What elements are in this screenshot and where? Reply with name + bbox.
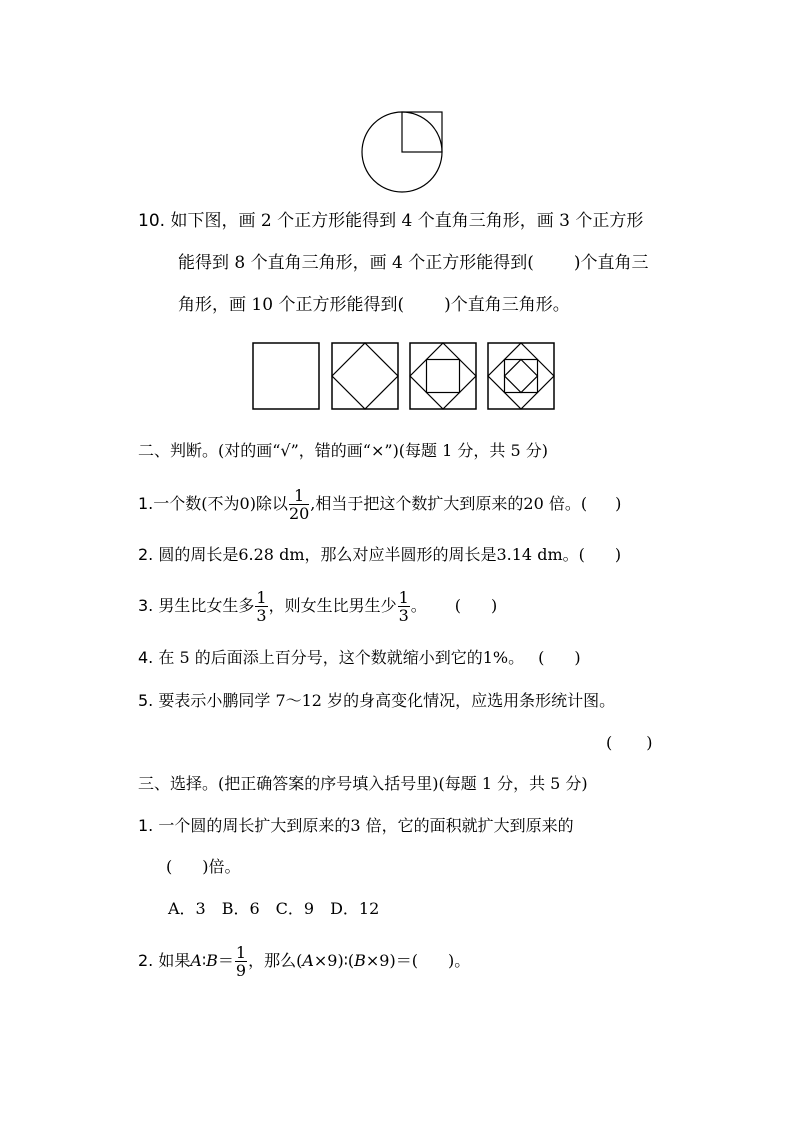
s3-q2-var-b: B: [206, 951, 218, 970]
s3-q1-text: 一个圆的周长扩大到原来的3 倍，它的面积就扩大到原来的: [158, 816, 574, 835]
s2-q3-close: ): [491, 596, 498, 615]
s3-q1-open: (: [166, 857, 173, 876]
fraction-numerator: 1: [289, 487, 309, 505]
nested-square-1: [252, 342, 322, 412]
s2-q3-mid: ，则女生比男生少: [268, 596, 397, 615]
s2-q4: [138, 647, 581, 669]
s2-q5-close: ): [646, 733, 653, 752]
s2-q3-open: (: [454, 596, 462, 615]
s3-q2-var-b2: B: [354, 951, 366, 970]
s2-q4-number: 4.: [138, 648, 154, 667]
fraction-numerator: 1: [398, 588, 409, 607]
s2-q5-paren: [606, 732, 653, 754]
s3-q2-eq: ＝: [217, 951, 234, 970]
s2-q1-close: ): [615, 494, 622, 513]
q10-line2a: 能得到 8 个直角三角形，画 4 个正方形能得到(: [178, 253, 534, 273]
q10-line3b: )个直角三角形。: [444, 295, 570, 315]
s3-q1-line1: [138, 815, 574, 837]
q10-line2b: )个直角三: [573, 253, 649, 273]
section3-heading: 三、选择。(把正确答案的序号填入括号里)(每题 1 分，共 5 分): [138, 774, 588, 793]
s2-q1: [138, 484, 621, 524]
fraction-numerator: 1: [235, 943, 247, 962]
s2-q1-fraction: [289, 487, 309, 522]
s2-q4-open: (: [538, 648, 545, 667]
s2-q5-text: 要表示小鹏同学 7～12 岁的身高变化情况，应选用条形统计图。: [158, 691, 616, 710]
s3-q1-options: A．3 B．6 C．9 D．12: [168, 899, 380, 918]
s2-q2-close: ): [614, 545, 622, 564]
s2-q5-open: (: [606, 733, 613, 752]
fraction-denominator: 9: [235, 961, 247, 980]
q10-text-line1: 如下图，画 2 个正方形能得到 4 个直角三角形，画 3 个正方形: [170, 211, 644, 231]
s2-q3-number: 3.: [138, 596, 154, 615]
s3-q2: [138, 941, 470, 981]
fraction-numerator: 1: [256, 588, 267, 607]
s3-q2-mid: ，那么(: [248, 951, 303, 970]
s3-q2-number: 2.: [138, 951, 154, 970]
s2-q2-number: 2.: [138, 545, 154, 564]
s3-q2-x2: ×9)＝(: [365, 951, 418, 970]
s3-q2-pre: 如果: [158, 951, 191, 970]
s3-q2-fraction: [235, 944, 247, 979]
fraction-denominator: 20: [288, 504, 310, 523]
s3-q1-number: 1.: [138, 816, 154, 835]
s3-q2-var-a2: A: [302, 951, 314, 970]
s2-q2-text: 圆的周长是6.28 dm，那么对应半圆形的周长是3.14 dm。(: [158, 545, 585, 564]
fraction-denominator: 3: [398, 606, 409, 625]
s3-q2-close: )。: [447, 951, 471, 970]
s2-q1-pre: 一个数(不为0)除以: [153, 494, 288, 513]
s2-q1-post: ,相当于把这个数扩大到原来的20 倍。(: [310, 494, 588, 513]
s3-q1-line2: [166, 856, 241, 878]
s2-q3-fraction-1: [255, 589, 267, 624]
s2-q3-post: 。: [410, 596, 427, 615]
q10-number: 10.: [138, 211, 166, 231]
s2-q4-close: ): [574, 648, 581, 667]
s2-q3-fraction-2: [398, 589, 410, 624]
s2-q5-number: 5.: [138, 691, 154, 710]
s2-q4-text: 在 5 的后面添上百分号，这个数就缩小到它的1%。: [158, 648, 525, 667]
q10-line3a: 角形，画 10 个正方形能得到(: [178, 295, 405, 315]
s3-q1-line2b: )倍。: [202, 857, 241, 876]
q10-line1: [138, 210, 643, 232]
s2-q1-number: 1.: [138, 494, 154, 513]
q10-line3: [178, 294, 570, 316]
s3-q2-var-a: A: [190, 951, 202, 970]
s2-q2: [138, 544, 621, 566]
section2-heading: 二、判断。(对的画“√”，错的画“×”)(每题 1 分，共 5 分): [138, 441, 548, 460]
fraction-denominator: 3: [256, 606, 267, 625]
s2-q3-pre: 男生比女生多: [158, 596, 255, 615]
s3-q2-colon: ∶: [201, 951, 207, 970]
circle-square-figure: [355, 105, 455, 205]
s2-q3: [138, 586, 497, 626]
q10-line2: [178, 252, 649, 274]
s2-q5: [138, 690, 615, 712]
nested-square-4: [487, 342, 557, 412]
nested-square-2: [331, 342, 401, 412]
s3-q2-x1: ×9)∶(: [313, 951, 355, 970]
nested-square-3: [409, 342, 479, 412]
